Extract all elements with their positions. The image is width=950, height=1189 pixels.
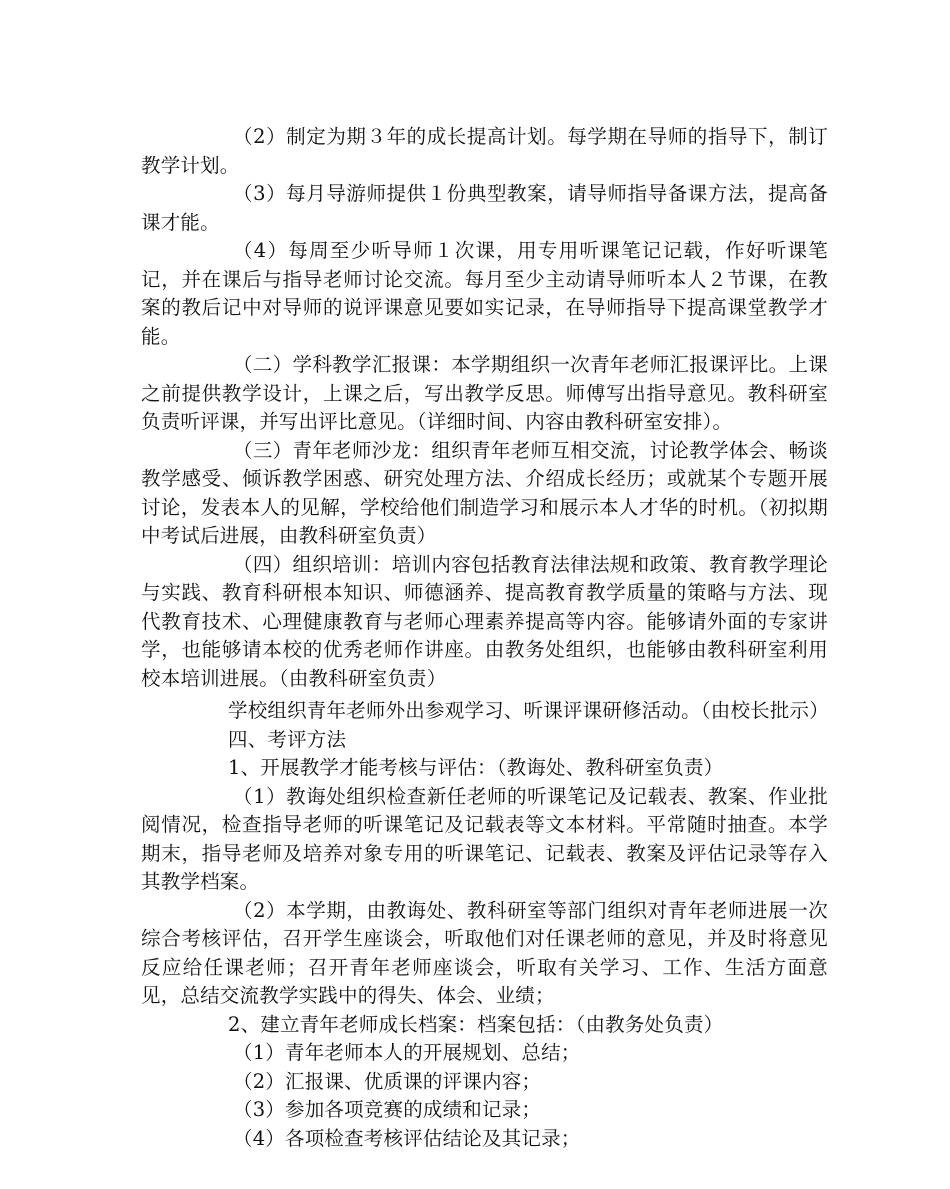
paragraph-salon: （三）青年老师沙龙：组织青年老师互相交流，讨论教学体会、畅谈教学感受、倾诉教学困惑、研究处理方法、介绍成长经历；或就某个专题开展讨论，发表本人的见解，学校给他们制造学习和展示本人才华的时机。（初拟期中考试后进展，由教科研室负责） <box>141 438 828 547</box>
paragraph-training: （四）组织培训：培训内容包括教育法律法规和政策、教育教学理论与实践、教育科研根本知识、师德涵养、提高教育教学质量的策略与方法、现代教育技术、心理健康教育与老师心理素养提高等内容。能够请外面的专家讲学，也能够请本校的优秀老师作讲座。由教务处组织，也能够由教科研室利用校本培训进展。（由教科研室负责） <box>141 552 828 690</box>
paragraph-lesson-plan: （3）每月导游师提供１份典型教案，请导师指导备课方法，提高备课才能。 <box>141 182 828 234</box>
paragraph-outside-visit: 学校组织青年老师外出参观学习、听课评课研修活动。（由校长批示） <box>228 699 829 722</box>
paragraph-report-lesson: （二）学科教学汇报课：本学期组织一次青年老师汇报课评比。上课之前提供教学设计，上课之后，写出教学反思。师傅写出指导意见。教科研室负责听评课，并写出评比意见。（详细时间、内容由教科研室安排）。 <box>141 353 828 433</box>
archive-item-competitions: （3）参加各项竞赛的成绩和记录； <box>233 1098 542 1121</box>
archive-item-plan-summary: （1）青年老师本人的开展规划、总结； <box>233 1041 581 1064</box>
paragraph-lesson-observation: （4）每周至少听导师１次课，用专用听课笔记记载，作好听课笔记，并在课后与指导老师讨论交流。每月至少主动请导师听本人２节课，在教案的教后记中对导师的说评课意见要如实记录，在导师指导下提高课堂教学才能。 <box>141 239 828 348</box>
paragraph-inspection: （1）教诲处组织检查新任老师的听课笔记及记载表、教案、作业批阅情况，检查指导老师的听课笔记及记载表等文本材料。平常随时抽查。本学期末，指导老师及培养对象专用的听课笔记、记载表、教案及评估记录等存入其教学档案。 <box>141 784 828 893</box>
section-heading-evaluation: 四、考评方法 <box>228 727 347 751</box>
paragraph-growth-plan: （2）制定为期３年的成长提高计划。每学期在导师的指导下，制订教学计划。 <box>141 125 828 177</box>
paragraph-comprehensive-review: （2）本学期，由教诲处、教科研室等部门组织对青年老师进展一次综合考核评估，召开学生座谈会，听取他们对任课老师的意见，并及时将意见反应给任课老师；召开青年老师座谈会，听取有关学习、工作、生活方面意见，总结交流教学实践中的得失、体会、业绩； <box>141 898 828 1007</box>
item-growth-archive: 2、建立青年老师成长档案：档案包括：（由教务处负责） <box>228 1012 724 1036</box>
document-body <box>141 123 828 1153</box>
archive-item-lesson-reviews: （2）汇报课、优质课的评课内容； <box>233 1069 542 1093</box>
item-teaching-assessment: 1、开展教学才能考核与评估：（教诲处、教科研室负责） <box>228 756 724 779</box>
archive-item-inspections: （4）各项检查考核评估结论及其记录； <box>233 1126 581 1150</box>
